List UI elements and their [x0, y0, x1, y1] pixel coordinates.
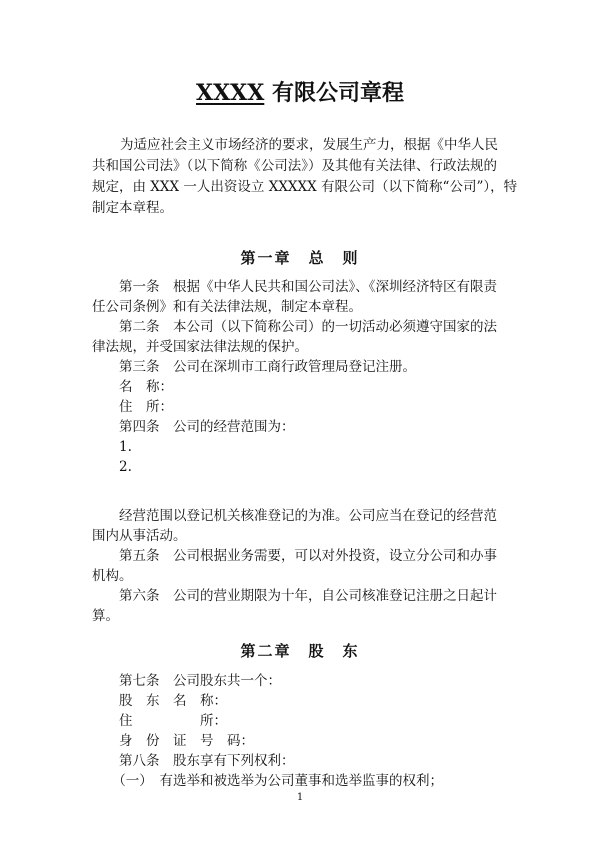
field-label: 股 东 名 称： [92, 693, 227, 709]
page-number: 1 [296, 792, 304, 803]
chapter-heading: 第一章 总 则 [240, 249, 360, 267]
title-text: 有限公司章程 [264, 80, 404, 106]
article-line: 机构。 [92, 568, 133, 584]
article-line: 第四条 公司的经营范围为： [92, 419, 295, 435]
article-line: 经营范围以登记机关核准登记的为准。公司应当在登记的经营范 [92, 508, 497, 524]
field-label: 名 称： [92, 379, 173, 395]
article-line: 任公司条例》和有关法律法规，制定本章程。 [92, 299, 362, 315]
preamble-line: 共和国公司法》（以下简称《公司法》）及其他有关法律、行政法规的 [92, 158, 497, 174]
article-line: 第二条 本公司（以下简称公司）的一切活动必须遵守国家的法 [92, 319, 497, 335]
field-label: 身 份 证 号 码： [92, 733, 254, 749]
article-line: 第三条 公司在深圳市工商行政管理局登记注册。 [92, 359, 416, 375]
field-label: 住 所： [92, 399, 173, 415]
field-label: 住 所： [92, 713, 227, 729]
article-line: 第八条 股东享有下列权利： [92, 753, 295, 769]
article-line: 律法规，并受国家法律法规的保护。 [92, 339, 308, 355]
document-title [0, 76, 600, 107]
article-line: 第五条 公司根据业务需要，可以对外投资，设立分公司和办事 [92, 548, 497, 564]
article-line: 第六条 公司的营业期限为十年，自公司核准登记注册之日起计 [92, 588, 497, 604]
list-item: 2. [92, 459, 132, 475]
list-item: （一） 有选举和被选举为公司董事和选举监事的权利； [92, 773, 443, 789]
preamble-line: 为适应社会主义市场经济的要求，发展生产力，根据《中华人民 [120, 137, 498, 153]
article-line: 第一条 根据《中华人民共和国公司法》、《深圳经济特区有限责 [92, 279, 497, 295]
list-item: 1. [92, 439, 132, 455]
chapter-heading: 第二章 股 东 [240, 642, 360, 660]
preamble-line: 制定本章程。 [92, 200, 173, 216]
article-line: 第七条 公司股东共一个： [92, 673, 281, 689]
preamble-line: 规定，由 XXX 一人出资设立 XXXXX 有限公司（以下简称“公司”），特 [92, 179, 518, 195]
article-line: 算。 [92, 608, 119, 624]
article-line: 围内从事活动。 [92, 528, 187, 544]
title-company-placeholder: XXXX [196, 80, 265, 106]
